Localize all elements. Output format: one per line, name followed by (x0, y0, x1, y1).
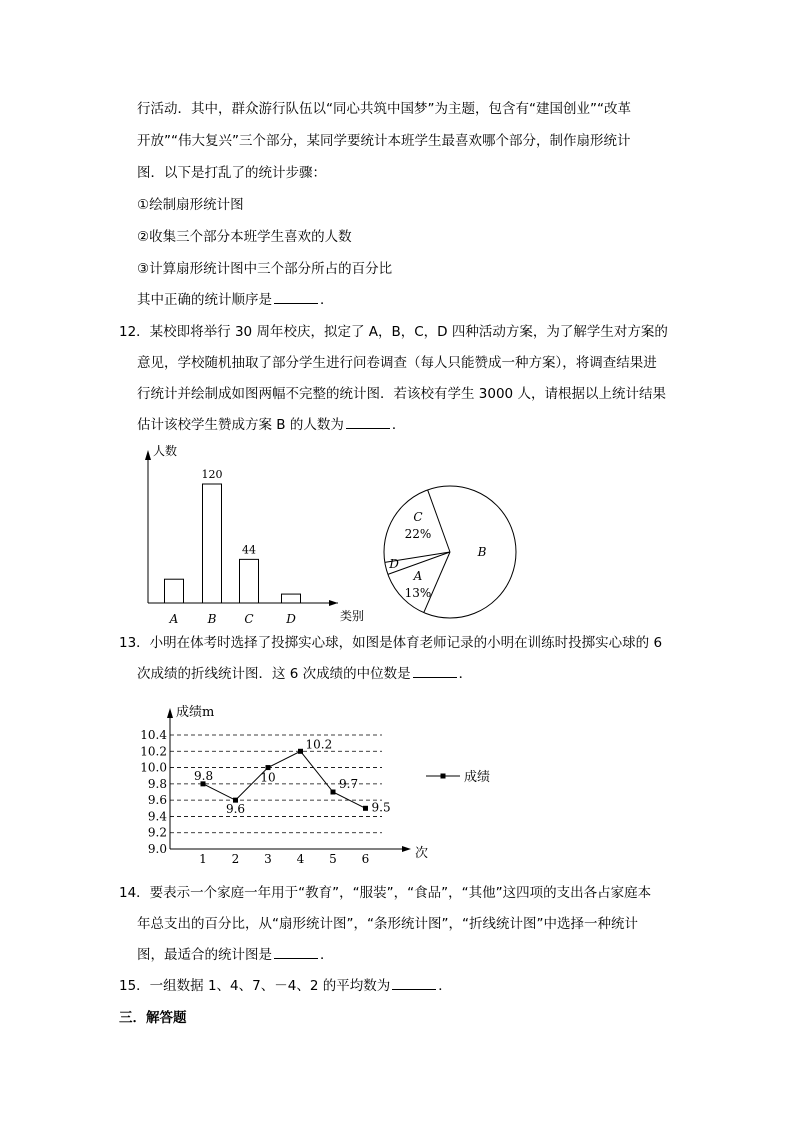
answer-blank[interactable] (413, 665, 457, 678)
q13-end: ． (458, 666, 473, 682)
q11-ask-text: 其中正确的统计顺序是 (137, 292, 272, 308)
y-tick-label: 9.6 (147, 793, 167, 808)
bar-chart (128, 440, 368, 625)
answer-blank[interactable] (274, 946, 318, 959)
point-label: 9.5 (371, 800, 391, 815)
q11-line1: 行活动．其中，群众游行队伍以“同心共筑中国梦”为主题，包含有“建国创业”“改革 (137, 101, 631, 117)
q12-line4 (137, 416, 405, 434)
q15-line1 (119, 977, 452, 995)
q11-ask (137, 291, 334, 309)
bar-C (240, 559, 259, 603)
slice-pct-C: 22% (404, 527, 432, 541)
slice-label-D: D (389, 557, 399, 571)
tick-label-B: B (207, 612, 217, 625)
slice-pct-A: 13% (404, 586, 432, 600)
q11-end: ． (320, 292, 334, 308)
legend-marker (441, 774, 446, 779)
y-tick-label: 9.8 (147, 776, 167, 791)
point-label: 9.6 (225, 802, 246, 817)
x-axis-label: 次 (415, 846, 429, 861)
data-label-B: 120 (201, 468, 223, 481)
bar-B (203, 484, 222, 603)
q11-line2: 开放”“伟大复兴”三个部分，某同学要统计本班学生最喜欢哪个部分，制作扇形统计 (137, 133, 631, 149)
bar-D (282, 594, 301, 603)
y-tick-label: 10.4 (140, 728, 167, 742)
q11-line3: 图．以下是打乱了的统计步骤： (137, 165, 326, 181)
data-label-C: 44 (242, 543, 256, 557)
q11-step3: ③计算扇形统计图中三个部分所占的百分比 (137, 261, 393, 277)
x-tick-label: 6 (361, 852, 370, 866)
data-point (298, 749, 303, 754)
q11-step2: ②收集三个部分本班学生喜欢的人数 (137, 229, 352, 245)
q11-step1: ①绘制扇形统计图 (137, 197, 244, 213)
x-axis-arrow (402, 846, 411, 852)
point-label: 9.8 (194, 768, 214, 783)
x-axis-arrow (329, 600, 338, 606)
q14-line2: 年总支出的百分比，从“扇形统计图”，“条形统计图”，“折线统计图”中选择一种统计 (137, 916, 638, 932)
point-label: 10 (260, 770, 276, 785)
q14-line3 (137, 946, 334, 964)
point-label: 10.2 (305, 737, 333, 752)
answer-blank[interactable] (274, 291, 318, 304)
data-point (331, 790, 336, 795)
x-tick-label: 1 (199, 852, 207, 866)
y-tick-label: 9.2 (147, 825, 167, 840)
slice-label-B: B (477, 545, 487, 559)
q12-line2: 意见，学校随机抽取了部分学生进行问卷调查（每人只能赞成一种方案），将调查结果进 (137, 355, 657, 371)
y-axis-label: 人数 (153, 444, 178, 458)
x-tick-label: 2 (231, 852, 240, 866)
q14-ask-text: 图，最适合的统计图是 (137, 947, 272, 963)
y-axis-arrow (167, 708, 173, 718)
legend-label: 成绩 (464, 770, 491, 785)
tick-label-A: A (169, 612, 179, 625)
q14-end: ． (320, 947, 334, 963)
answer-blank[interactable] (346, 416, 390, 429)
q15-end: ． (438, 978, 452, 994)
slice-label-C: C (413, 510, 423, 524)
data-point (266, 765, 271, 770)
x-tick-label: 5 (329, 852, 337, 866)
q13-line2 (137, 665, 472, 683)
y-tick-label: 10.0 (140, 760, 167, 775)
answer-blank[interactable] (392, 977, 436, 990)
y-axis-arrow (145, 450, 151, 460)
y-tick-label: 10.2 (140, 744, 167, 759)
y-tick-label: 9.4 (147, 809, 167, 824)
section-heading: 三．解答题 (119, 1010, 187, 1026)
y-tick-label: 9.0 (147, 842, 167, 856)
x-tick-label: 4 (296, 852, 305, 866)
q13-line1: 13．小明在体考时选择了投掷实心球，如图是体育老师记录的小明在训练时投掷实心球的 6 (119, 635, 663, 651)
point-label: 9.7 (339, 777, 359, 791)
x-axis-label: 类别 (340, 609, 365, 623)
q12-line3: 行统计并绘制成如图两幅不完整的统计图．若该校有学生 3000 人，请根据以上统计结果 (137, 386, 666, 402)
q13-ask-text: 次成绩的折线统计图．这 6 次成绩的中位数是 (137, 666, 411, 682)
pie-chart (378, 484, 523, 624)
slice-label-A: A (413, 569, 423, 583)
tick-label-D: D (286, 612, 296, 625)
q14-line1: 14．要表示一个家庭一年用于“教育”，“服装”，“食品”，“其他”这四项的支出各占家庭本 (119, 885, 652, 901)
y-axis-label: 成绩m (176, 705, 215, 720)
q12-ask-text: 估计该校学生赞成方案 B 的人数为 (137, 417, 344, 433)
x-tick-label: 3 (264, 852, 272, 866)
data-point (363, 806, 368, 811)
q12-end: ． (391, 417, 406, 433)
line-chart (130, 698, 530, 868)
bar-A (165, 579, 184, 603)
q15-ask-text: 15．一组数据 1、4、7、－4、2 的平均数为 (119, 978, 391, 994)
q12-line1: 12．某校即将举行 30 周年校庆，拟定了 A，B，C，D 四种活动方案，为了解学生对方案的 (119, 324, 668, 340)
tick-label-C: C (244, 612, 254, 625)
